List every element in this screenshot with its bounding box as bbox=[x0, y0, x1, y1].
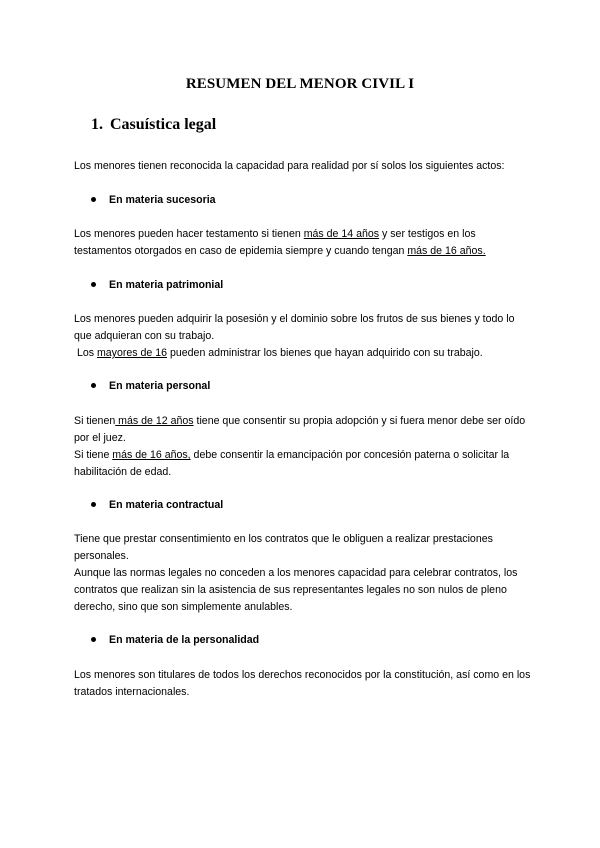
patrimonial-paragraph-2 bbox=[74, 345, 534, 362]
bullet-personal bbox=[91, 378, 210, 394]
underlined-text: más de 14 años bbox=[303, 228, 380, 240]
bullet-sucesoria-label: En materia sucesoria bbox=[109, 194, 216, 206]
contractual-paragraph-2: Aunque las normas legales no conceden a los menores capacidad para celebrar contratos, los contratos que realizan sin la asistencia de sus representantes legales no son nulos de pleno derecho, sino que son simplemente anulables. bbox=[74, 567, 518, 613]
section-title: Casuística legal bbox=[110, 116, 217, 133]
bullet-patrimonial bbox=[91, 277, 223, 293]
bullet-sucesoria bbox=[91, 192, 216, 208]
personal-paragraph-1 bbox=[74, 413, 534, 447]
sucesoria-paragraph bbox=[74, 226, 534, 260]
text-run: debe consentir la emancipación por concesión paterna o solicitar la habilitación de edad. bbox=[74, 449, 510, 478]
section-heading bbox=[91, 116, 216, 134]
bullet-dot-icon bbox=[91, 637, 96, 642]
contractual-paragraph-1: Tiene que prestar consentimiento en los contratos que le obliguen a realizar prestaciones personales. bbox=[74, 533, 493, 562]
underlined-text: más de 16 años, bbox=[112, 449, 191, 461]
bullet-dot-icon bbox=[91, 502, 96, 507]
bullet-personalidad bbox=[91, 632, 259, 648]
text-run: Los bbox=[74, 347, 97, 359]
personalidad-paragraph: Los menores son titulares de todos los derechos reconocidos por la constitución, así como en los tratados internacionales. bbox=[74, 669, 531, 698]
bullet-dot-icon bbox=[91, 383, 96, 388]
bullet-dot-icon bbox=[91, 197, 96, 202]
underlined-text: mayores de 16 bbox=[96, 347, 168, 359]
document-title: RESUMEN DEL MENOR CIVIL I bbox=[185, 76, 415, 92]
bullet-patrimonial-label: En materia patrimonial bbox=[109, 279, 224, 291]
text-run: y ser testigos en los testamentos otorgados en caso de epidemia siempre y cuando tengan bbox=[74, 228, 476, 257]
bullet-contractual-label: En materia contractual bbox=[109, 499, 224, 511]
bullet-personal-label: En materia personal bbox=[109, 380, 211, 392]
bullet-personalidad-label: En materia de la personalidad bbox=[109, 634, 260, 646]
underlined-text: más de 16 años. bbox=[407, 245, 486, 257]
text-run: Los menores pueden hacer testamento si tienen bbox=[74, 228, 304, 240]
bullet-contractual bbox=[91, 497, 223, 513]
intro-paragraph: Los menores tienen reconocida la capacidad para realidad por sí solos los siguientes actos: bbox=[74, 160, 505, 172]
text-run: Si tiene bbox=[74, 449, 113, 461]
text-run: Si tienen bbox=[74, 415, 116, 427]
text-run: pueden administrar los bienes que hayan adquirido con su trabajo. bbox=[167, 347, 483, 359]
patrimonial-paragraph-1: Los menores pueden adquirir la posesión y el dominio sobre los frutos de sus bienes y todo lo que adquieran con su trabajo. bbox=[74, 313, 515, 342]
underlined-text: más de 12 años bbox=[115, 415, 194, 427]
section-number: 1. bbox=[91, 116, 103, 133]
text-run: tiene que consentir su propia adopción y si fuera menor debe ser oído por el juez. bbox=[74, 415, 526, 444]
personal-paragraph-2 bbox=[74, 447, 534, 481]
bullet-dot-icon bbox=[91, 282, 96, 287]
